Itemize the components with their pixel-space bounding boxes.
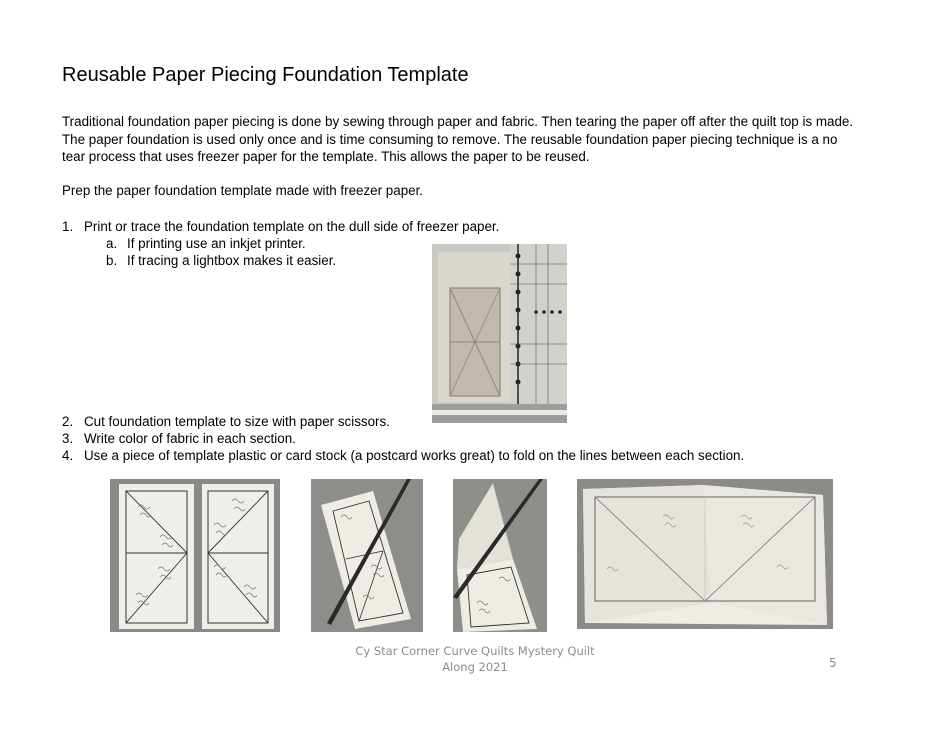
prep-paragraph: Prep the paper foundation template made with freezer paper. — [62, 183, 424, 198]
step-item — [62, 413, 390, 431]
step-text: Write color of fabric in each section. — [84, 431, 296, 446]
step-number: 2. — [62, 414, 74, 429]
step-text: Use a piece of template plastic or card stock (a postcard works great) to fold on the lines between each section. — [84, 448, 745, 463]
labeled-templates-photo — [110, 479, 280, 632]
substep-letter: b. — [106, 253, 118, 268]
footer-line: Cy Star Corner Curve Quilts Mystery Quilt — [355, 644, 595, 658]
folded-corner-photo — [453, 479, 547, 632]
step-text: Cut foundation template to size with paper scissors. — [84, 414, 390, 429]
intro-paragraph: Traditional foundation paper piecing is done by sewing through paper and fabric. Then tearing the paper off after the quilt top is made. The paper foundation is used only once and is time consuming to remove. The reusable foundation paper piecing technique is a no tear process that uses freezer paper for the template. This allows the paper to be reused. — [62, 114, 854, 164]
step-item — [62, 430, 296, 448]
footer-caption — [330, 643, 620, 675]
footer-line: Along 2021 — [442, 660, 508, 674]
folding-with-card-photo — [311, 479, 423, 632]
page-title: Reusable Paper Piecing Foundation Template — [62, 64, 469, 86]
step-number: 1. — [62, 219, 74, 234]
step-number: 3. — [62, 431, 74, 446]
substep-item — [106, 252, 336, 270]
step-item — [62, 218, 499, 236]
substep-letter: a. — [106, 236, 118, 251]
substep-item — [106, 235, 306, 253]
creased-template-photo — [577, 479, 833, 629]
page-number: 5 — [829, 656, 837, 670]
substep-text: If tracing a lightbox makes it easier. — [127, 253, 337, 268]
substep-text: If printing use an inkjet printer. — [127, 236, 306, 251]
tracing-on-lightbox-photo — [432, 244, 567, 423]
step-item — [62, 447, 744, 465]
step-text: Print or trace the foundation template on the dull side of freezer paper. — [84, 219, 500, 234]
step-number: 4. — [62, 448, 74, 463]
